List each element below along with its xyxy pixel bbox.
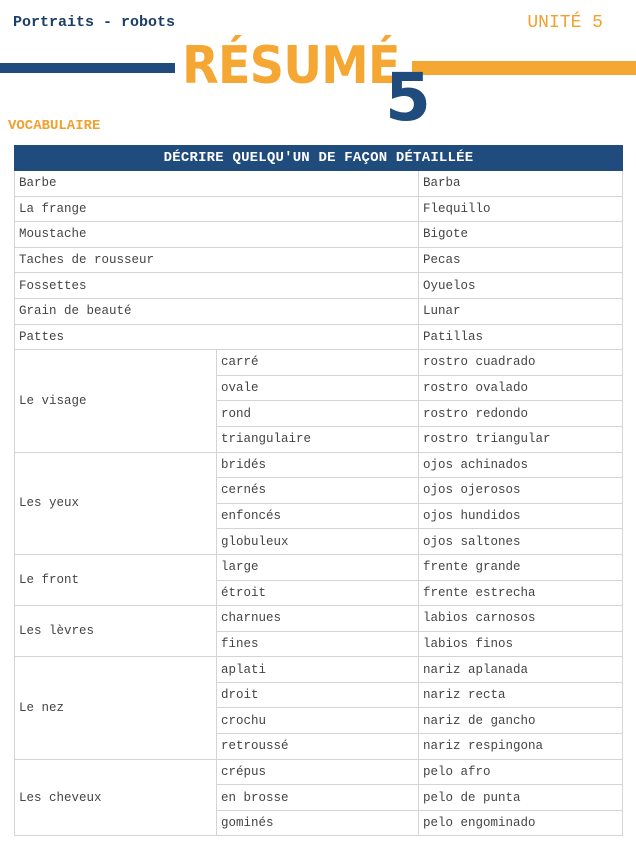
spanish-term: labios finos (419, 631, 623, 657)
spanish-term: nariz de gancho (419, 708, 623, 734)
table-row (15, 350, 623, 376)
french-adjective: enfoncés (217, 503, 419, 529)
french-term: Pattes (15, 324, 419, 350)
spanish-term: ojos ojerosos (419, 478, 623, 504)
french-term: Taches de rousseur (15, 247, 419, 273)
vocabulary-table (14, 145, 623, 836)
table-row (15, 759, 623, 785)
french-adjective: crochu (217, 708, 419, 734)
table-row (15, 452, 623, 478)
french-term: Fossettes (15, 273, 419, 299)
spanish-term: Flequillo (419, 196, 623, 222)
header-band-right (412, 61, 636, 75)
table-body (15, 171, 623, 836)
spanish-term: ojos hundidos (419, 503, 623, 529)
french-adjective: charnues (217, 606, 419, 632)
french-term: Barbe (15, 171, 419, 197)
spanish-term: pelo afro (419, 759, 623, 785)
spanish-term: labios carnosos (419, 606, 623, 632)
table-row (15, 298, 623, 324)
unit-number-graphic: 5 (385, 59, 431, 136)
spanish-term: rostro ovalado (419, 375, 623, 401)
table-row (15, 196, 623, 222)
french-adjective: carré (217, 350, 419, 376)
spanish-term: Pecas (419, 247, 623, 273)
french-adjective: aplati (217, 657, 419, 683)
table-row (15, 606, 623, 632)
unit-label: UNITÉ 5 (527, 13, 603, 33)
french-term: La frange (15, 196, 419, 222)
spanish-term: frente grande (419, 554, 623, 580)
spanish-term: Patillas (419, 324, 623, 350)
table-row (15, 657, 623, 683)
page-title: RÉSUMÉ (182, 36, 400, 96)
french-adjective: triangulaire (217, 426, 419, 452)
french-adjective: gominés (217, 810, 419, 836)
table-heading: DÉCRIRE QUELQU'UN DE FAÇON DÉTAILLÉE (15, 146, 623, 171)
group-label: Le nez (15, 657, 217, 759)
french-adjective: bridés (217, 452, 419, 478)
table-row (15, 273, 623, 299)
header-band-left (0, 63, 175, 73)
table-row (15, 324, 623, 350)
spanish-term: pelo engominado (419, 810, 623, 836)
spanish-term: Barba (419, 171, 623, 197)
spanish-term: Bigote (419, 222, 623, 248)
topic-title: Portraits - robots (13, 14, 176, 31)
french-adjective: ovale (217, 375, 419, 401)
french-adjective: droit (217, 682, 419, 708)
spanish-term: ojos achinados (419, 452, 623, 478)
french-adjective: étroit (217, 580, 419, 606)
spanish-term: Lunar (419, 298, 623, 324)
group-label: Les cheveux (15, 759, 217, 836)
group-label: Les lèvres (15, 606, 217, 657)
spanish-term: nariz recta (419, 682, 623, 708)
section-label: VOCABULAIRE (8, 118, 101, 134)
french-adjective: rond (217, 401, 419, 427)
spanish-term: nariz respingona (419, 734, 623, 760)
table-row (15, 247, 623, 273)
group-label: Les yeux (15, 452, 217, 554)
spanish-term: rostro redondo (419, 401, 623, 427)
table-row (15, 171, 623, 197)
french-adjective: large (217, 554, 419, 580)
spanish-term: rostro triangular (419, 426, 623, 452)
spanish-term: ojos saltones (419, 529, 623, 555)
spanish-term: pelo de punta (419, 785, 623, 811)
french-adjective: globuleux (217, 529, 419, 555)
spanish-term: nariz aplanada (419, 657, 623, 683)
french-adjective: retroussé (217, 734, 419, 760)
spanish-term: Oyuelos (419, 273, 623, 299)
french-term: Grain de beauté (15, 298, 419, 324)
table-row (15, 222, 623, 248)
table-header-row (15, 146, 623, 171)
french-adjective: cernés (217, 478, 419, 504)
group-label: Le visage (15, 350, 217, 452)
french-adjective: crépus (217, 759, 419, 785)
french-adjective: en brosse (217, 785, 419, 811)
french-term: Moustache (15, 222, 419, 248)
spanish-term: rostro cuadrado (419, 350, 623, 376)
spanish-term: frente estrecha (419, 580, 623, 606)
group-label: Le front (15, 554, 217, 605)
table-row (15, 554, 623, 580)
french-adjective: fines (217, 631, 419, 657)
